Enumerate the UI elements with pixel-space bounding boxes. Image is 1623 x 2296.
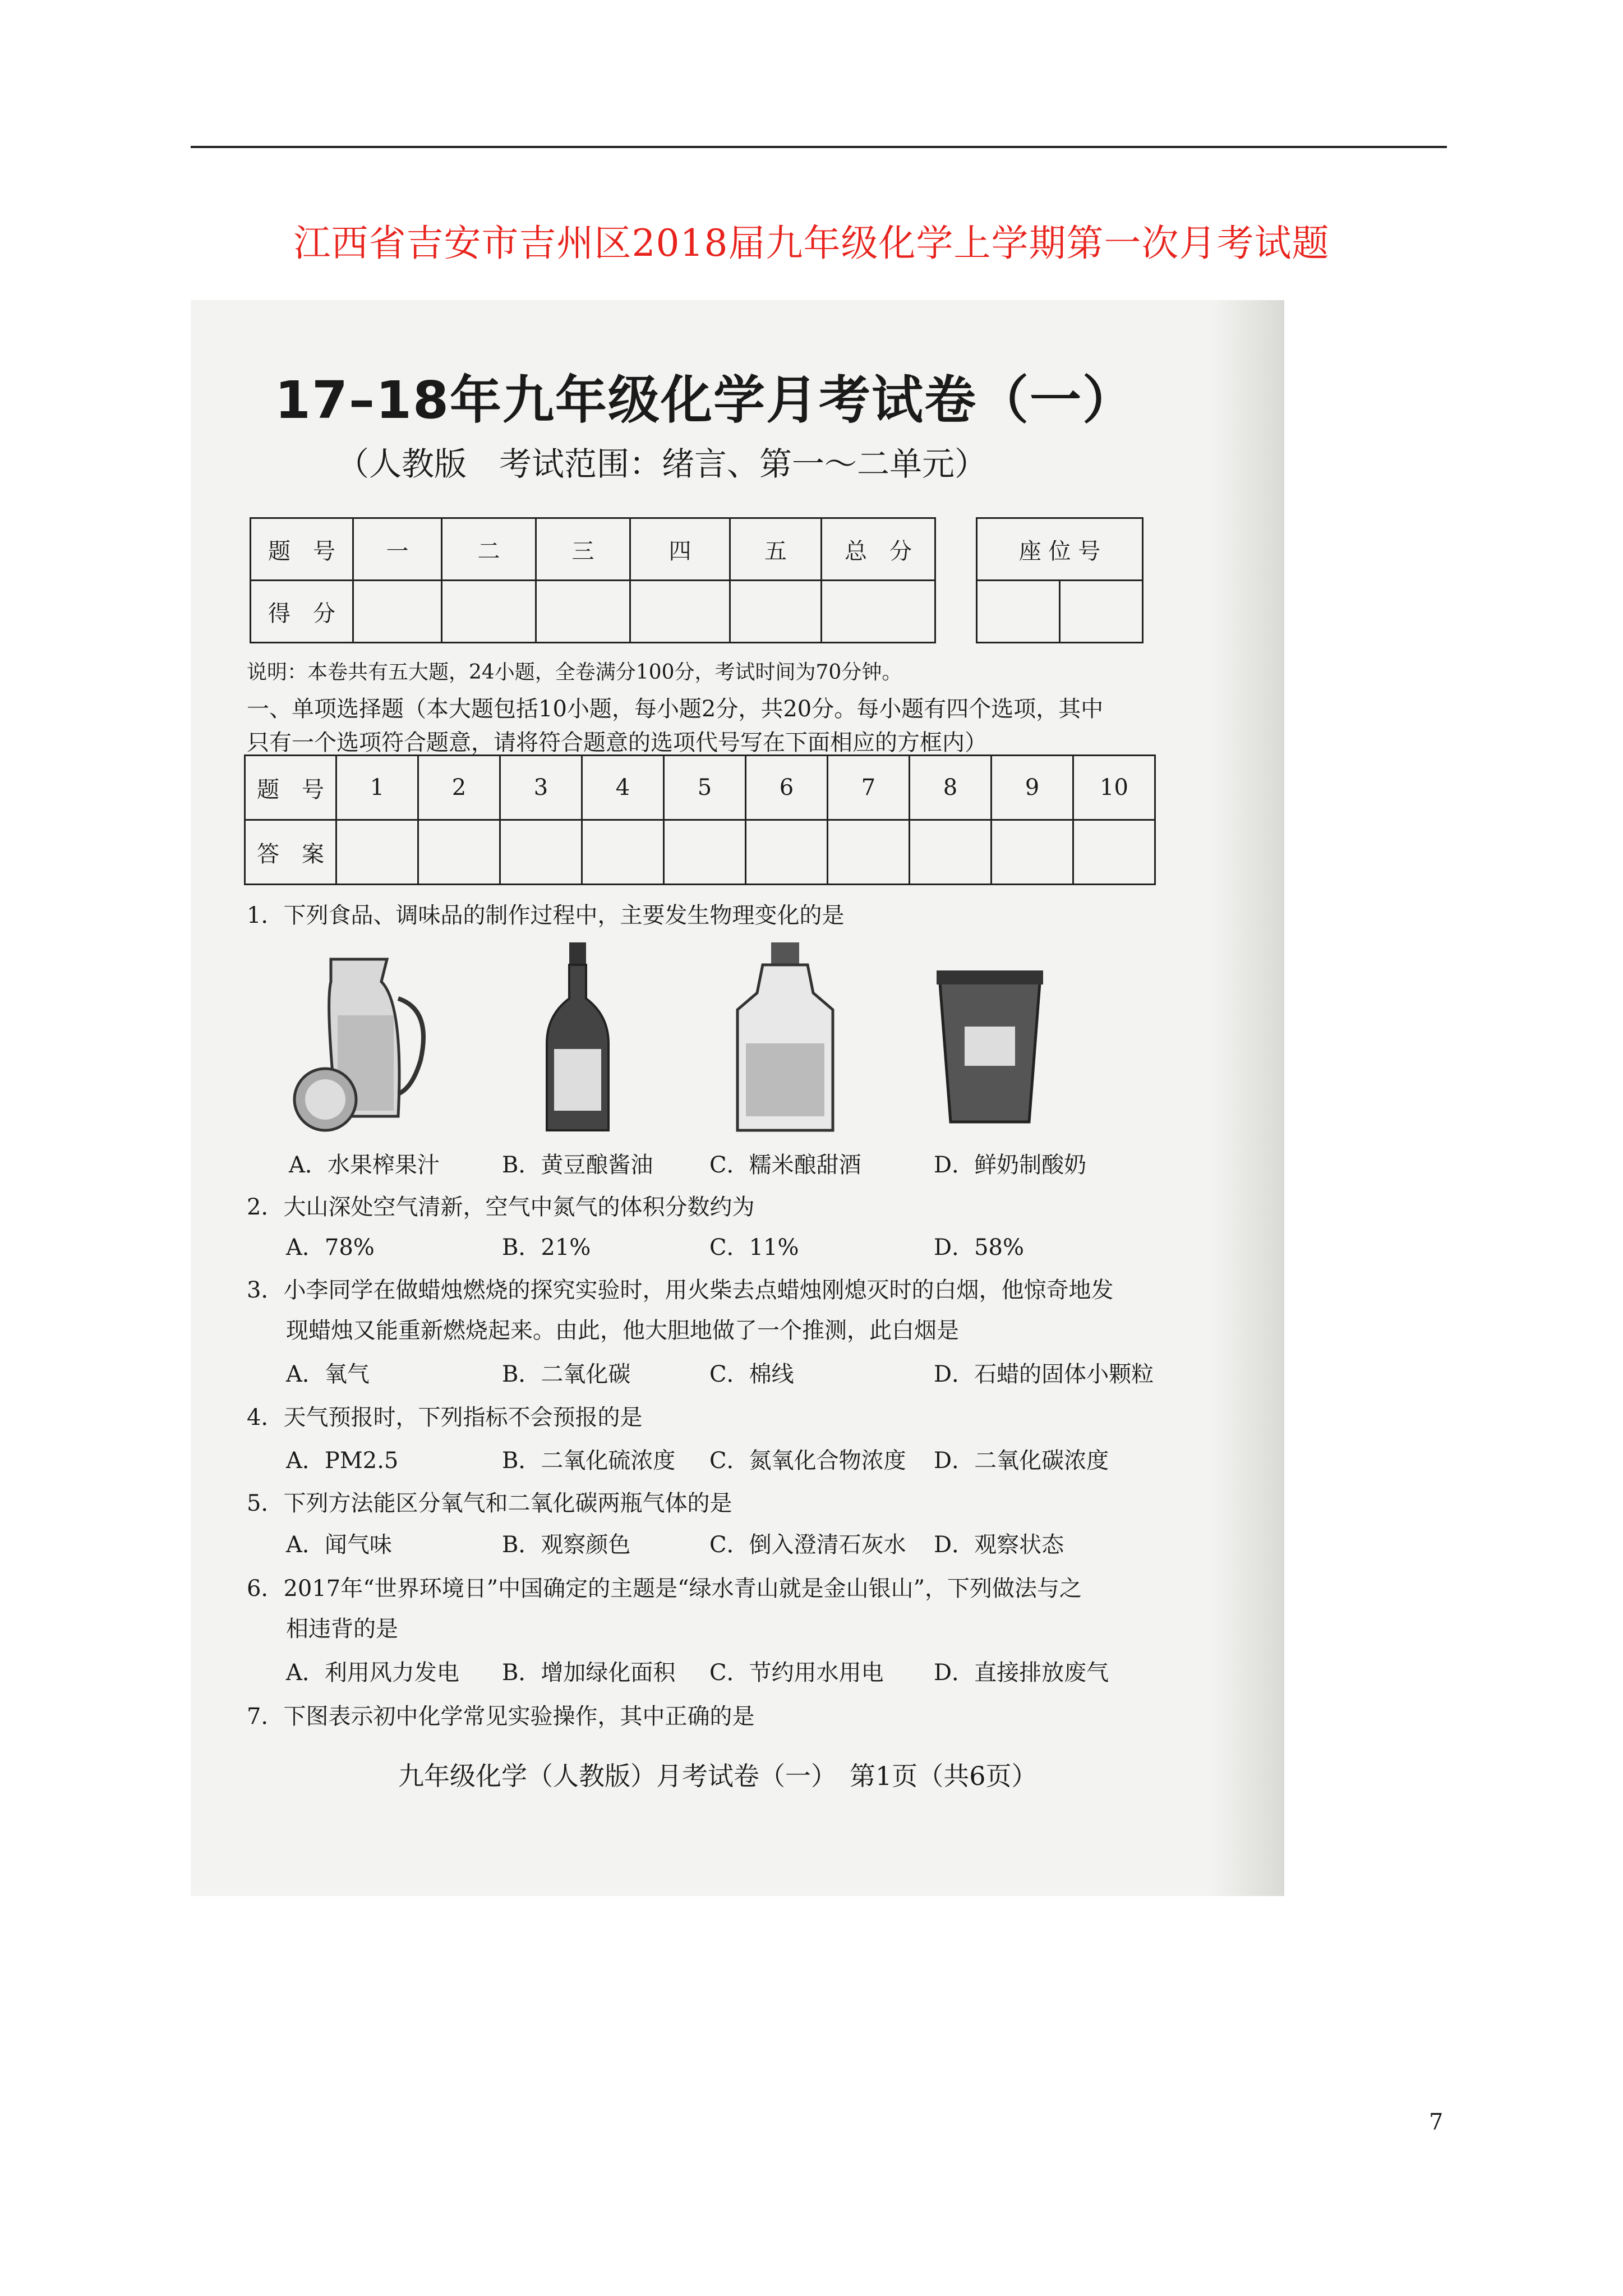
question-number-cell: 4 [582, 756, 664, 820]
question-4-option-a: A．PM2.5 [286, 1448, 399, 1474]
score-header-cell: 四 [630, 518, 730, 581]
exam-subtitle: （人教版 考试范围：绪言、第一～二单元） [336, 445, 988, 483]
seat-number-label: 座 位 号 [977, 518, 1143, 581]
question-6-stem-line2: 相违背的是 [286, 1616, 398, 1642]
score-cell[interactable] [630, 581, 730, 643]
question-number-cell: 7 [828, 756, 910, 820]
answer-cell[interactable] [418, 820, 500, 885]
document-title: 江西省吉安市吉州区2018届九年级化学上学期第一次月考试题 [293, 222, 1330, 265]
answer-cell[interactable] [582, 820, 664, 885]
yogurt-cup-illustration [934, 965, 1046, 1128]
page-number: 7 [1429, 2109, 1444, 2135]
seat-number-table [976, 517, 1144, 643]
answer-cell[interactable] [910, 820, 992, 885]
score-table-score-row [251, 581, 935, 643]
rice-wine-bottle-illustration [729, 937, 841, 1139]
question-1-option-d: D．鲜奶制酸奶 [934, 1152, 1087, 1178]
scan-shadow-edge [1211, 300, 1284, 1896]
answer-cell[interactable] [1073, 820, 1155, 885]
question-6-option-a: A．利用风力发电 [286, 1660, 459, 1686]
answer-header-label: 题 号 [245, 756, 336, 820]
score-header-cell: 题 号 [251, 518, 353, 581]
answer-cell[interactable] [336, 820, 418, 885]
score-header-cell: 一 [353, 518, 442, 581]
score-table-header-row [251, 518, 935, 581]
top-rule [191, 146, 1447, 148]
answer-table-number-row [245, 756, 1155, 820]
answer-cell[interactable] [664, 820, 746, 885]
question-number-cell: 8 [910, 756, 992, 820]
question-3-stem-line1: 3．小李同学在做蜡烛燃烧的探究实验时，用火柴去点蜡烛刚熄灭时的白烟，他惊奇地发 [247, 1277, 1114, 1303]
score-cell[interactable] [730, 581, 822, 643]
score-header-cell: 五 [730, 518, 822, 581]
question-5-option-a: A．闻气味 [286, 1532, 392, 1558]
score-cell[interactable] [353, 581, 442, 643]
answer-row-label: 答 案 [245, 820, 336, 885]
question-1-option-c: C．糯米酿甜酒 [709, 1152, 861, 1178]
exam-title: 17–18年九年级化学月考试卷（一） [275, 370, 1136, 430]
question-6-option-c: C．节约用水用电 [709, 1660, 884, 1686]
question-5-option-c: C．倒入澄清石灰水 [709, 1532, 906, 1558]
soy-sauce-bottle-illustration [538, 937, 617, 1139]
question-4-option-d: D．二氧化碳浓度 [934, 1448, 1109, 1474]
seat-number-cell[interactable] [977, 581, 1060, 643]
exam-instructions: 说明：本卷共有五大题，24小题，全卷满分100分，考试时间为70分钟。 [247, 661, 902, 684]
question-3-option-b: B．二氧化碳 [502, 1361, 631, 1387]
answer-table-answer-row [245, 820, 1155, 885]
score-cell[interactable] [822, 581, 935, 643]
question-5-option-b: B．观察颜色 [502, 1532, 631, 1558]
question-2-option-d: D．58% [934, 1235, 1024, 1260]
score-header-cell: 二 [442, 518, 536, 581]
question-3-option-c: C．棉线 [709, 1361, 794, 1387]
question-2-stem: 2．大山深处空气清新，空气中氮气的体积分数约为 [247, 1194, 755, 1220]
question-number-cell: 1 [336, 756, 418, 820]
score-row-label: 得 分 [251, 581, 353, 643]
question-2-option-c: C．11% [709, 1235, 799, 1260]
question-number-cell: 3 [500, 756, 582, 820]
seat-table-header-row [977, 518, 1143, 581]
question-4-stem: 4．天气预报时，下列指标不会预报的是 [247, 1405, 643, 1430]
question-1-option-b: B．黄豆酿酱油 [502, 1152, 653, 1178]
answer-table [244, 754, 1156, 885]
question-1-option-a: A．水果榨果汁 [289, 1152, 440, 1178]
section1-heading-line1: 一、单项选择题（本大题包括10小题，每小题2分，共20分。每小题有四个选项，其中 [247, 696, 1104, 722]
question-3-option-d: D．石蜡的固体小颗粒 [934, 1361, 1154, 1387]
question-number-cell: 5 [664, 756, 746, 820]
question-1-stem: 1．下列食品、调味品的制作过程中，主要发生物理变化的是 [247, 903, 845, 928]
question-number-cell: 6 [746, 756, 828, 820]
question-5-stem: 5．下列方法能区分氧气和二氧化碳两瓶气体的是 [247, 1490, 732, 1516]
score-header-cell: 总 分 [822, 518, 935, 581]
section1-heading-line2: 只有一个选项符合题意，请将符合题意的选项代号写在下面相应的方框内） [247, 730, 987, 756]
seat-number-cell[interactable] [1060, 581, 1143, 643]
score-cell[interactable] [442, 581, 536, 643]
answer-cell[interactable] [828, 820, 910, 885]
question-4-option-b: B．二氧化硫浓度 [502, 1448, 676, 1474]
seat-table-value-row [977, 581, 1143, 643]
question-6-stem-line1: 6．2017年“世界环境日”中国确定的主题是“绿水青山就是金山银山”，下列做法与之 [247, 1576, 1082, 1602]
question-5-option-d: D．观察状态 [934, 1532, 1064, 1558]
question-6-option-b: B．增加绿化面积 [502, 1660, 676, 1686]
question-2-option-b: B．21% [502, 1235, 591, 1260]
question-6-option-d: D．直接排放废气 [934, 1660, 1109, 1686]
question-3-stem-line2: 现蜡烛又能重新燃烧起来。由此，他大胆地做了一个推测，此白烟是 [286, 1318, 959, 1343]
score-header-cell: 三 [536, 518, 630, 581]
question-number-cell: 9 [992, 756, 1073, 820]
juice-jug-illustration [292, 948, 437, 1139]
question-3-option-a: A．氧气 [286, 1361, 370, 1387]
question-number-cell: 2 [418, 756, 500, 820]
question-2-option-a: A．78% [286, 1235, 375, 1260]
question-4-option-c: C．氮氧化合物浓度 [709, 1448, 906, 1474]
score-cell[interactable] [536, 581, 630, 643]
answer-cell[interactable] [992, 820, 1073, 885]
answer-cell[interactable] [746, 820, 828, 885]
exam-page-footer: 九年级化学（人教版）月考试卷（一） 第1页（共6页） [398, 1761, 1038, 1791]
score-table [250, 517, 936, 643]
answer-cell[interactable] [500, 820, 582, 885]
question-7-stem: 7．下图表示初中化学常见实验操作，其中正确的是 [247, 1704, 755, 1729]
question-number-cell: 10 [1073, 756, 1155, 820]
